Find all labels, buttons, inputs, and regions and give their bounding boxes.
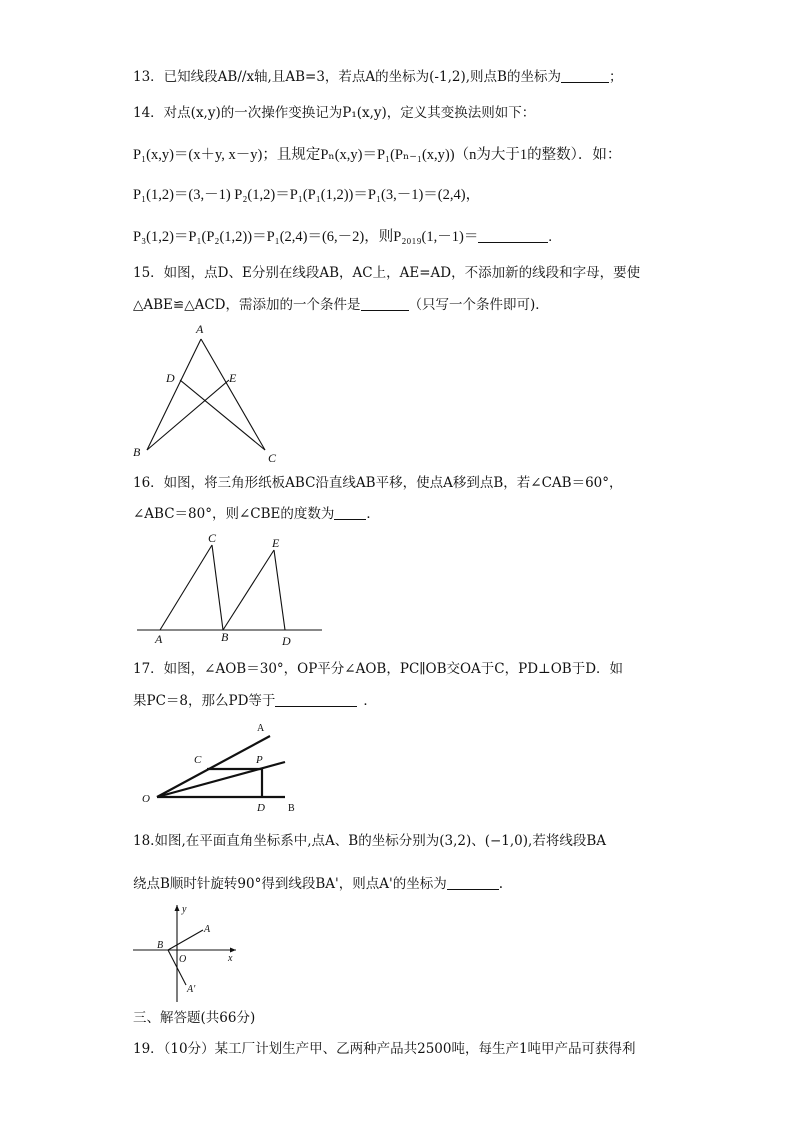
question-14-example-2-text: P₃(1,2)＝P₁(P₂(1,2))＝P₁(2,4)＝(6,－2)，则P₂₀₁₉(1,－1)＝ xyxy=(133,229,479,245)
question-16-line-1: 16．如图，将三角形纸板ABC沿直线AB平移，使点A移到点B，若∠CAB＝60°， xyxy=(133,475,623,491)
label-o: O xyxy=(142,793,150,805)
label-p: P xyxy=(256,754,263,766)
question-18-text: 绕点B顺时针旋转90°得到线段BA'，则点A'的坐标为 xyxy=(133,876,447,892)
question-15-note: （只写一个条件即可)． xyxy=(408,297,549,313)
label-d: D xyxy=(166,371,175,385)
label-b: B xyxy=(133,445,141,459)
label-a: A xyxy=(204,924,211,935)
question-14-example-1: P₁(1,2)＝(3,－1) P₂(1,2)＝P₁(P₁(1,2))＝P₁(3,－1)＝(2,4)， xyxy=(133,187,481,203)
question-14-rule: P₁(x,y)＝(x＋y, x－y)；且规定Pₙ(x,y)＝P₁(Pₙ₋₁(x,y))（n为大于1的整数）．如： xyxy=(133,147,622,163)
question-18-line-1: 18.如图,在平面直角坐标系中,点A、B的坐标分别为(3,2)、(−1,0),若将线段BA xyxy=(133,833,607,849)
label-b: B xyxy=(221,630,229,644)
question-15-line-1: 15．如图，点D、E分别在线段AB，AC上，AE=AD，不添加新的线段和字母，要使 xyxy=(133,265,641,281)
segment-ba xyxy=(168,930,203,950)
punctuation: . xyxy=(498,876,503,892)
x-axis-arrow-icon xyxy=(230,948,236,953)
label-b: B xyxy=(288,803,295,814)
label-c: C xyxy=(268,451,277,465)
punctuation: . xyxy=(548,229,552,245)
label-d: D xyxy=(282,634,291,648)
question-19: 19．（10分）某工厂计划生产甲、乙两种产品共2500吨，每生产1吨甲产品可获得利 xyxy=(133,1041,636,1057)
label-e: E xyxy=(272,536,280,550)
question-17-line-1: 17．如图，∠AOB＝30°，OP平分∠AOB，PC∥OB交OA于C，PD⊥OB于D．如 xyxy=(133,661,624,677)
label-a: A xyxy=(196,322,204,336)
punctuation: ； xyxy=(608,69,623,85)
punctuation: ． xyxy=(363,693,377,709)
label-a: A xyxy=(257,723,265,734)
question-13-text: 13．已知线段AB//x轴,且AB=3，若点A的坐标为(-1,2),则点B的坐标为 xyxy=(133,69,561,85)
punctuation: ． xyxy=(366,506,380,522)
label-o: O xyxy=(179,954,187,965)
label-c: C xyxy=(208,531,217,545)
question-14-intro: 14．对点(x,y)的一次操作变换记为P₁(x,y)，定义其变换法则如下： xyxy=(133,105,536,121)
label-d: D xyxy=(257,802,265,814)
section-heading: 三、解答题(共66分) xyxy=(133,1010,256,1026)
label-y: y xyxy=(182,904,187,915)
y-axis-arrow-icon xyxy=(175,905,180,911)
label-c: C xyxy=(194,754,202,766)
label-x: x xyxy=(228,953,233,964)
question-16-text: ∠ABC＝80°，则∠CBE的度数为 xyxy=(133,506,335,522)
label-b: B xyxy=(157,940,164,951)
label-a: A xyxy=(155,632,163,646)
label-a-prime: A' xyxy=(187,984,196,995)
label-e: E xyxy=(229,371,237,385)
question-15-text: △ABE≌△ACD，需添加的一个条件是 xyxy=(133,297,361,313)
question-17-text: 果PC＝8，那么PD等于 xyxy=(133,693,276,709)
